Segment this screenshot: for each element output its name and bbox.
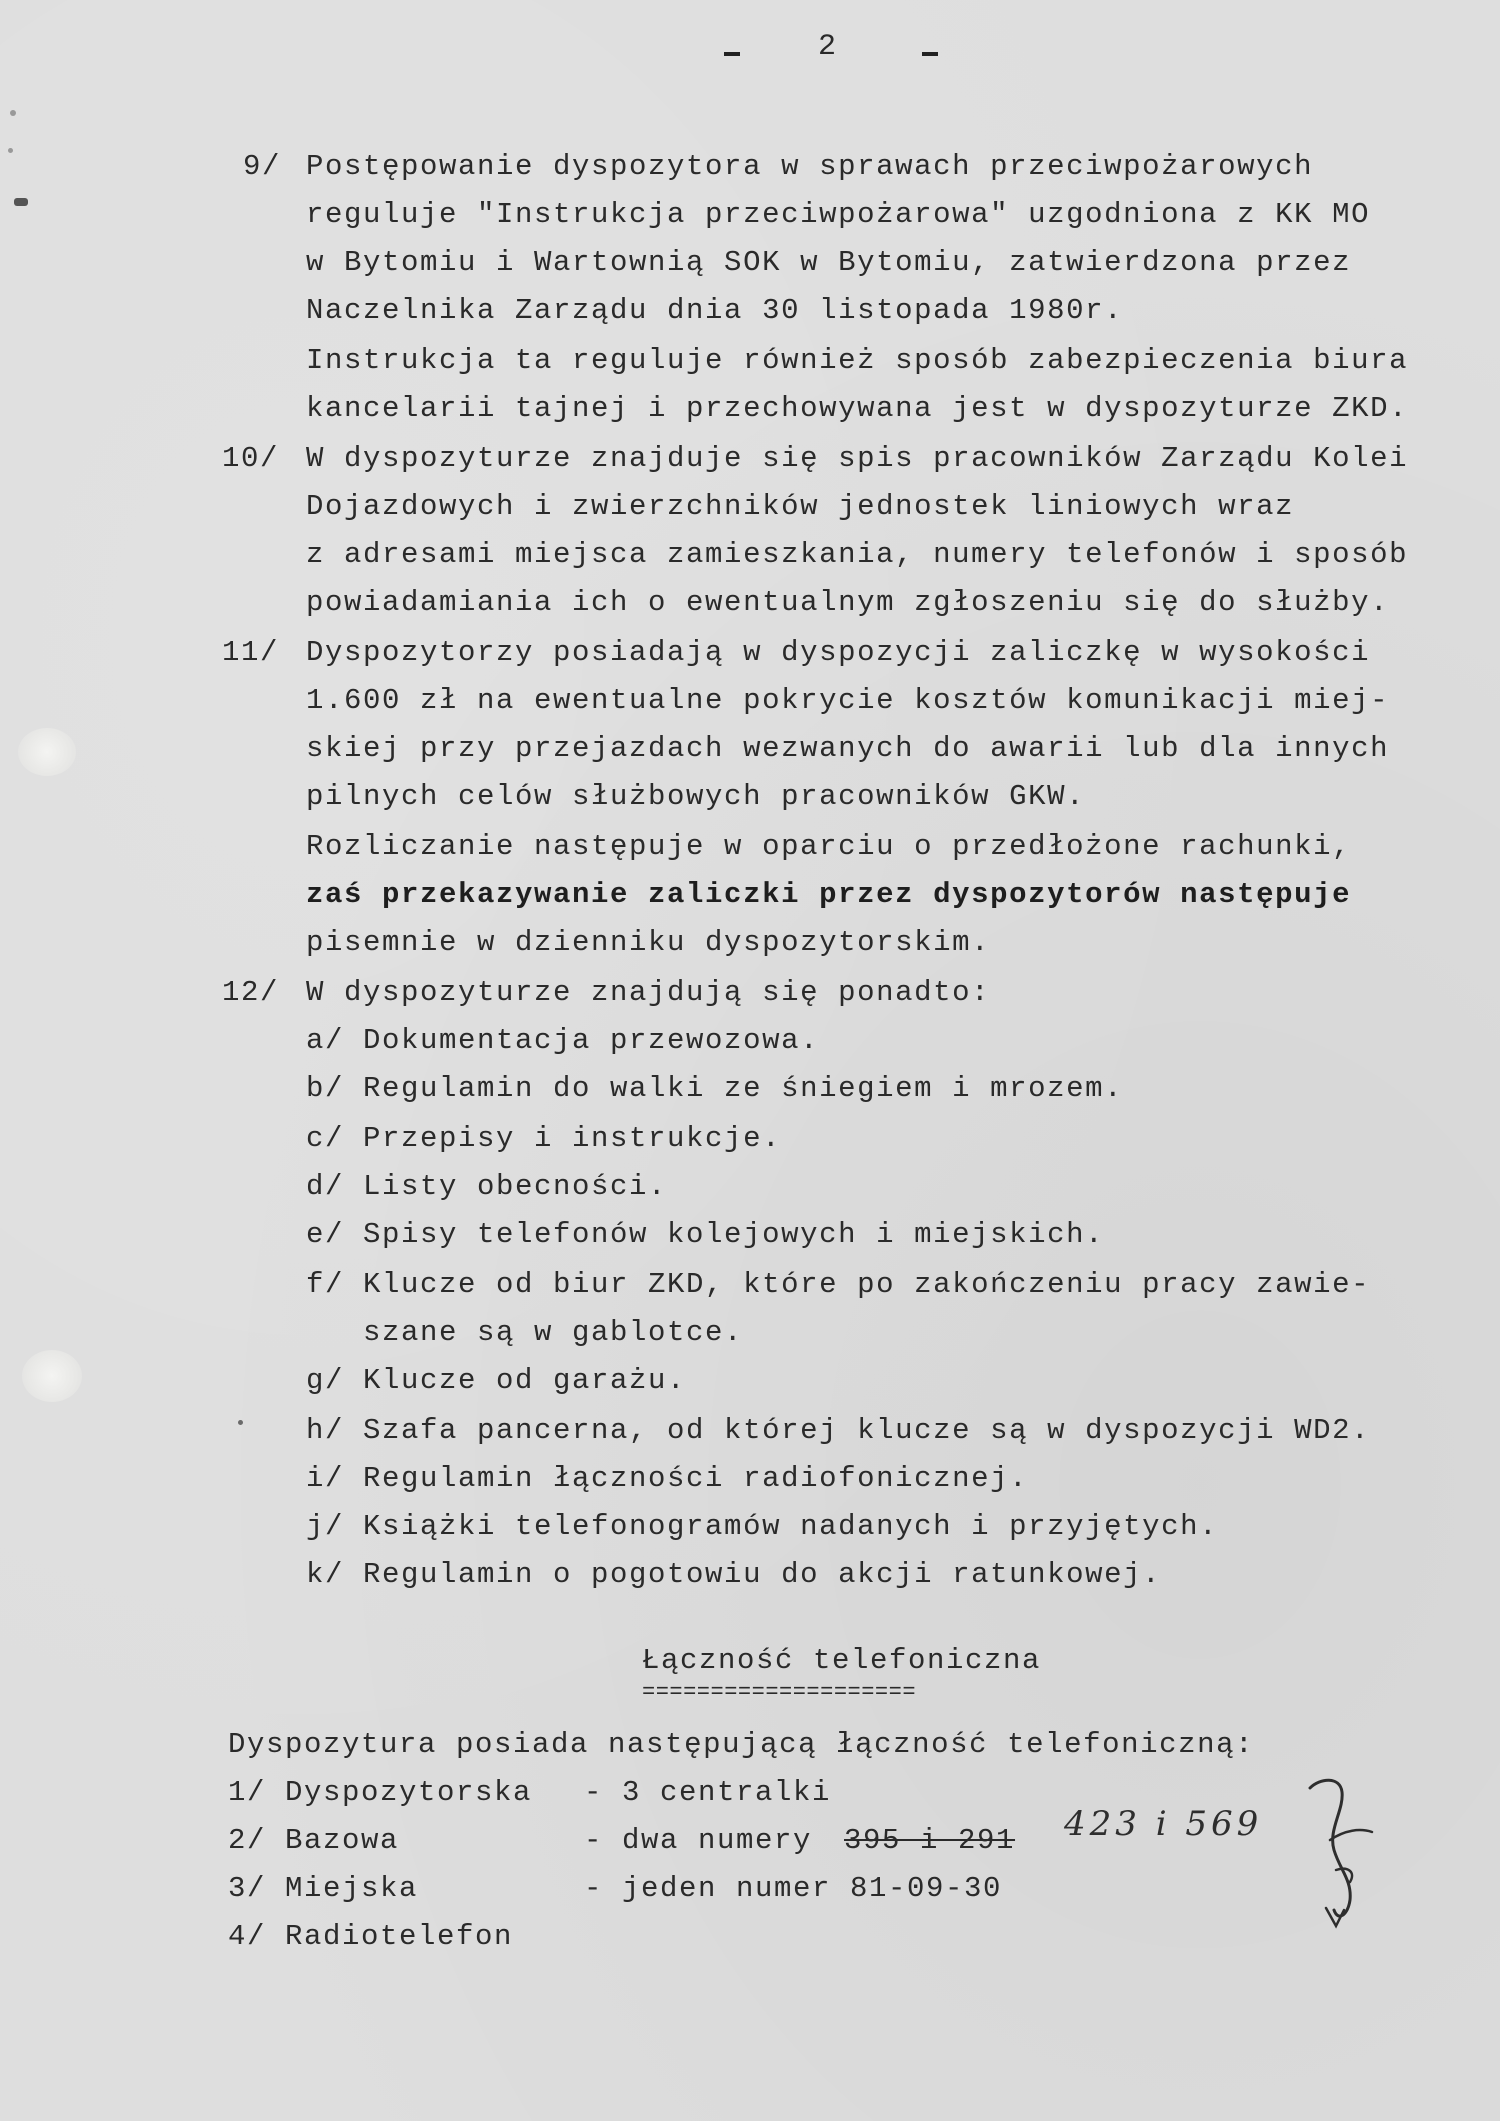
section-12-item: j/ Książki telefonogramów nadanych i przyjętych. [306,1510,1219,1543]
section-10-line: z adresami miejsca zamieszkania, numery telefonów i sposób [306,538,1409,571]
handwritten-correction: 423 i 569 [1064,1804,1263,1844]
section-12-item: i/ Regulamin łączności radiofonicznej. [306,1462,1029,1495]
section-12-marker: 12/ [222,976,280,1009]
section-12-item: b/ Regulamin do walki ze śniegiem i mrozem. [306,1072,1124,1105]
section-9-line: Naczelnika Zarządu dnia 30 listopada 1980r. [306,294,1124,327]
section-10-marker: 10/ [222,442,280,475]
phone-section-intro: Dyspozytura posiada następującą łączność telefoniczną: [228,1728,1255,1761]
section-10-line: Dojazdowych i zwierzchników jednostek liniowych wraz [306,490,1295,523]
section-11-line: 1.600 zł na ewentualne pokrycie kosztów komunikacji miej- [306,684,1390,717]
section-12-item: c/ Przepisy i instrukcje. [306,1122,782,1155]
section-12-item: a/ Dokumentacja przewozowa. [306,1024,820,1057]
section-12-item: f/ Klucze od biur ZKD, które po zakończeniu pracy zawie- [306,1268,1371,1301]
page-number: 2 [818,30,839,64]
section-12-item: e/ Spisy telefonów kolejowych i miejskich. [306,1218,1105,1251]
section-12-item: g/ Klucze od garażu. [306,1364,687,1397]
phone-row-label: 1/ Dyspozytorska [228,1776,533,1809]
ink-speck [10,110,16,116]
phone-row-value: - 3 centralki [584,1776,832,1809]
phone-section-heading: Łączność telefoniczna [642,1644,1042,1677]
section-9-line: w Bytomiu i Wartownią SOK w Bytomiu, zatwierdzona przez [306,246,1352,279]
section-9-line: Postępowanie dyspozytora w sprawach przeciwpożarowych [306,150,1314,183]
page-number-dash-right [922,52,938,56]
phone-row-label: 3/ Miejska [228,1872,419,1905]
section-11-line: skiej przy przejazdach wezwanych do awarii lub dla innych [306,732,1390,765]
section-12-item: szane są w gablotce. [306,1316,744,1349]
handwritten-signature-icon [1290,1770,1410,1930]
paper-blot [18,728,76,776]
ink-speck [238,1420,243,1425]
phone-row-value: - jeden numer 81-09-30 [584,1872,1003,1905]
phone-section-heading-underline: ==================== [642,1680,917,1705]
phone-row-value: - dwa numery [584,1824,832,1857]
section-12-item: k/ Regulamin o pogotowiu do akcji ratunkowej. [306,1558,1162,1591]
section-11-marker: 11/ [222,636,280,669]
section-9-marker: 9/ [243,150,282,183]
section-11-line: Dyspozytorzy posiadają w dyspozycji zaliczkę w wysokości [306,636,1371,669]
section-11-line: Rozliczanie następuje w oparciu o przedłożone rachunki, [306,830,1352,863]
section-12-intro: W dyspozyturze znajdują się ponadto: [306,976,991,1009]
page-number-dash-left [724,52,740,56]
section-10-line: W dyspozyturze znajduje się spis pracowników Zarządu Kolei [306,442,1409,475]
phone-row-label: 2/ Bazowa [228,1824,400,1857]
section-11-line: zaś przekazywanie zaliczki przez dyspozytorów następuje [306,878,1352,911]
section-11-line: pilnych celów służbowych pracowników GKW. [306,780,1086,813]
paper-blot [22,1350,82,1402]
ink-speck [14,198,28,206]
section-11-line: pisemnie w dzienniku dyspozytorskim. [306,926,991,959]
section-9-line: Instrukcja ta reguluje również sposób zabezpieczenia biura [306,344,1409,377]
section-9-line: kancelarii tajnej i przechowywana jest w dyspozyturze ZKD. [306,392,1409,425]
phone-row-label: 4/ Radiotelefon [228,1920,514,1953]
ink-speck [8,148,13,153]
section-12-item: d/ Listy obecności. [306,1170,668,1203]
section-10-line: powiadamiania ich o ewentualnym zgłoszeniu się do służby. [306,586,1390,619]
section-12-item: h/ Szafa pancerna, od której klucze są w dyspozycji WD2. [306,1414,1371,1447]
section-9-line: reguluje "Instrukcja przeciwpożarowa" uzgodniona z KK MO [306,198,1371,231]
phone-row-struck-numbers: 395 i 291 [844,1824,1016,1857]
